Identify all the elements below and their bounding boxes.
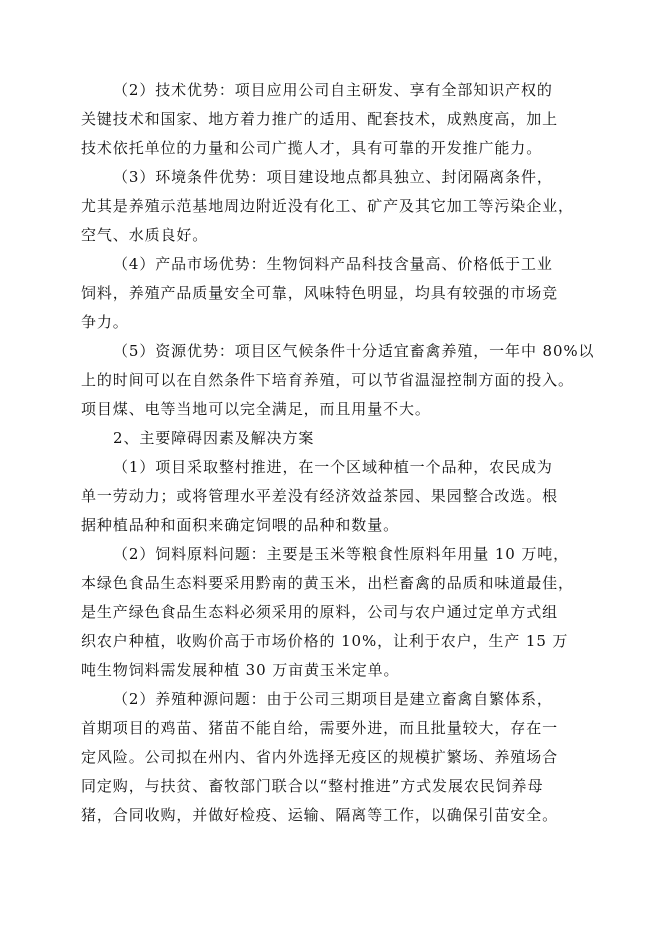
- text-line: 首期项目的鸡苗、猪苗不能自给，需要外进，而且批量较大，存在一: [81, 719, 559, 737]
- text-line: 上的时间可以在自然条件下培育养殖，可以节省温湿控制方面的投入。: [81, 371, 574, 389]
- text-line: 本绿色食品生态料要采用黔南的黄玉米，出栏畜禽的品质和味道最佳，: [81, 574, 574, 592]
- text-line: 吨生物饲料需发展种植 30 万亩黄玉米定单。: [81, 661, 400, 679]
- text-line: 织农户种植，收购价高于市场价格的 10%，让利于农户，生产 15 万: [81, 632, 569, 650]
- text-line: 争力。: [81, 313, 129, 331]
- text-line: 技术依托单位的力量和公司广揽人才，具有可靠的开发推广能力。: [81, 139, 543, 157]
- text-line: （1）项目采取整村推进，在一个区域种植一个品种，农民成为: [113, 458, 553, 476]
- text-line: 尤其是养殖示范基地周边附近没有化工、矿产及其它加工等污染企业，: [81, 197, 574, 215]
- text-line: 猪，合同收购，并做好检疫、运输、隔离等工作，以确保引苗安全。: [81, 806, 559, 824]
- text-line: 空气、水质良好。: [81, 226, 209, 244]
- text-line: （2）饲料原料问题：主要是玉米等粮食性原料年用量 10 万吨，: [113, 545, 570, 563]
- text-line: （5）资源优势：项目区气候条件十分适宜畜禽养殖，一年中 80%以: [113, 342, 595, 360]
- text-line: 关键技术和国家、地方着力推广的适用、配套技术，成熟度高，加上: [81, 110, 559, 128]
- section-heading: 2、主要障碍因素及解决方案: [113, 429, 315, 447]
- text-line: 单一劳动力；或将管理水平差没有经济效益茶园、果园整合改选。根: [81, 487, 559, 505]
- text-line: （4）产品市场优势：生物饲料产品科技含量高、价格低于工业: [113, 255, 553, 273]
- text-line: 定风险。公司拟在州内、省内外选择无疫区的规模扩繁场、养殖场合: [81, 748, 559, 766]
- text-line: 是生产绿色食品生态料必须采用的原料，公司与农户通过定单方式组: [81, 603, 559, 621]
- text-line: 同定购，与扶贫、畜牧部门联合以“整村推进”方式发展农民饲养母: [81, 777, 544, 795]
- text-line: 项目煤、电等当地可以完全满足，而且用量不大。: [81, 400, 431, 418]
- text-line: 饲料，养殖产品质量安全可靠，风味特色明显，均具有较强的市场竞: [81, 284, 559, 302]
- text-line: 据种植品种和面积来确定饲喂的品种和数量。: [81, 516, 400, 534]
- text-line: （2）技术优势：项目应用公司自主研发、享有全部知识产权的: [113, 81, 553, 99]
- text-line: （2）养殖种源问题：由于公司三期项目是建立畜禽自繁体系，: [113, 690, 553, 708]
- text-line: （3）环境条件优势：项目建设地点都具独立、封闭隔离条件，: [113, 168, 553, 186]
